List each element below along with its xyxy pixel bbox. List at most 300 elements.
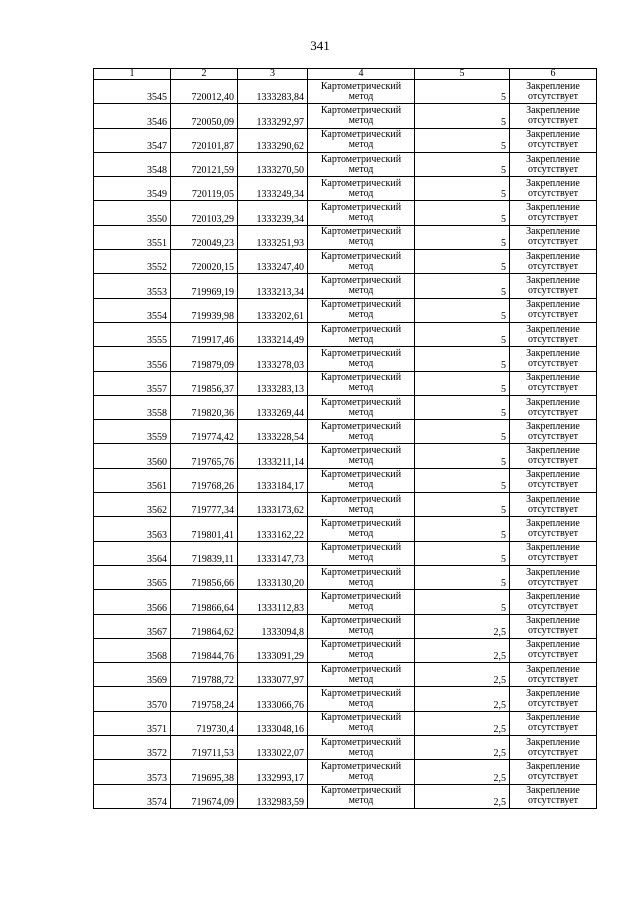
method-line-1: Картометрический — [320, 80, 402, 92]
method-line-2: метод — [348, 382, 374, 394]
note-line-2: отсутствует — [527, 114, 579, 126]
coordinate-x: 719864,62 — [171, 614, 238, 638]
method-cell — [308, 736, 415, 760]
point-number: 3573 — [94, 760, 171, 784]
accuracy-cell: 2,5 — [415, 711, 510, 735]
note-line-2: отсутствует — [527, 163, 579, 175]
method-line-2: метод — [348, 479, 374, 491]
note-cell — [510, 128, 597, 152]
method-line-2: метод — [348, 673, 374, 685]
method-line-1: Картометрический — [320, 129, 402, 141]
table-row — [94, 468, 597, 492]
point-number: 3554 — [94, 298, 171, 322]
note-cell — [510, 104, 597, 128]
note-line-2: отсутствует — [527, 503, 579, 515]
accuracy-cell: 5 — [415, 104, 510, 128]
point-number: 3560 — [94, 444, 171, 468]
method-line-1: Картометрический — [320, 517, 402, 529]
coordinate-x: 720101,87 — [171, 128, 238, 152]
column-header-3: 3 — [238, 69, 308, 80]
accuracy-cell: 2,5 — [415, 736, 510, 760]
table-row — [94, 80, 597, 104]
note-cell — [510, 517, 597, 541]
accuracy-cell: 5 — [415, 128, 510, 152]
note-line-1: Закрепление — [526, 202, 580, 214]
method-cell — [308, 177, 415, 201]
method-line-1: Картометрический — [320, 202, 402, 214]
method-line-2: метод — [348, 722, 374, 734]
accuracy-cell: 5 — [415, 468, 510, 492]
note-line-1: Закрепление — [526, 396, 580, 408]
note-line-2: отсутствует — [527, 673, 579, 685]
coordinate-x: 719758,24 — [171, 687, 238, 711]
method-line-1: Картометрический — [320, 615, 402, 627]
accuracy-cell: 2,5 — [415, 687, 510, 711]
note-line-1: Закрепление — [526, 372, 580, 384]
coordinate-y: 1333239,34 — [238, 201, 308, 225]
note-line-2: отсутствует — [527, 236, 579, 248]
method-line-2: метод — [348, 187, 374, 199]
coordinate-y: 1333247,40 — [238, 250, 308, 274]
point-number: 3561 — [94, 468, 171, 492]
table-row — [94, 128, 597, 152]
note-cell — [510, 711, 597, 735]
table-row — [94, 638, 597, 662]
point-number: 3565 — [94, 565, 171, 589]
coordinate-y: 1333292,97 — [238, 104, 308, 128]
note-cell — [510, 541, 597, 565]
point-number: 3566 — [94, 590, 171, 614]
method-line-2: метод — [348, 746, 374, 758]
coordinate-y: 1333283,13 — [238, 371, 308, 395]
note-cell — [510, 687, 597, 711]
table-row — [94, 760, 597, 784]
accuracy-cell: 5 — [415, 590, 510, 614]
method-line-2: метод — [348, 285, 374, 297]
point-number: 3572 — [94, 736, 171, 760]
coordinate-y: 1333251,93 — [238, 225, 308, 249]
point-number: 3550 — [94, 201, 171, 225]
table-row — [94, 322, 597, 346]
coordinate-x: 719730,4 — [171, 711, 238, 735]
coordinate-y: 1333130,20 — [238, 565, 308, 589]
coordinate-x: 720049,23 — [171, 225, 238, 249]
method-line-1: Картометрический — [320, 493, 402, 505]
method-cell — [308, 565, 415, 589]
table-row — [94, 104, 597, 128]
accuracy-cell: 5 — [415, 274, 510, 298]
coordinate-y: 1333283,84 — [238, 80, 308, 104]
note-line-1: Закрепление — [526, 104, 580, 116]
note-line-2: отсутствует — [527, 600, 579, 612]
note-cell — [510, 590, 597, 614]
method-line-1: Картометрический — [320, 226, 402, 238]
table-row — [94, 614, 597, 638]
note-cell — [510, 225, 597, 249]
accuracy-cell: 2,5 — [415, 760, 510, 784]
method-line-1: Картометрический — [320, 566, 402, 578]
accuracy-cell: 5 — [415, 565, 510, 589]
coordinate-y: 1333269,44 — [238, 395, 308, 419]
coordinate-y: 1333077,97 — [238, 663, 308, 687]
table-row — [94, 201, 597, 225]
note-cell — [510, 638, 597, 662]
table-row — [94, 541, 597, 565]
method-line-1: Картометрический — [320, 639, 402, 651]
point-number: 3559 — [94, 420, 171, 444]
accuracy-cell: 5 — [415, 517, 510, 541]
note-line-2: отсутствует — [527, 795, 579, 807]
note-cell — [510, 444, 597, 468]
note-line-2: отсутствует — [527, 746, 579, 758]
note-line-1: Закрепление — [526, 760, 580, 772]
note-cell — [510, 371, 597, 395]
method-line-2: метод — [348, 770, 374, 782]
method-cell — [308, 128, 415, 152]
coordinate-y: 1333112,83 — [238, 590, 308, 614]
point-number: 3557 — [94, 371, 171, 395]
note-cell — [510, 274, 597, 298]
note-line-1: Закрепление — [526, 493, 580, 505]
coordinate-x: 719711,53 — [171, 736, 238, 760]
note-line-1: Закрепление — [526, 299, 580, 311]
note-line-2: отсутствует — [527, 212, 579, 224]
note-line-2: отсутствует — [527, 576, 579, 588]
note-line-1: Закрепление — [526, 226, 580, 238]
note-line-2: отсутствует — [527, 479, 579, 491]
note-line-1: Закрепление — [526, 445, 580, 457]
coordinate-x: 719801,41 — [171, 517, 238, 541]
coordinates-table — [93, 68, 597, 809]
note-line-1: Закрепление — [526, 639, 580, 651]
note-cell — [510, 420, 597, 444]
note-line-1: Закрепление — [526, 688, 580, 700]
point-number: 3553 — [94, 274, 171, 298]
coordinate-y: 1333184,17 — [238, 468, 308, 492]
table-row — [94, 420, 597, 444]
method-cell — [308, 274, 415, 298]
method-line-1: Картометрический — [320, 445, 402, 457]
table-row — [94, 177, 597, 201]
method-cell — [308, 541, 415, 565]
method-cell — [308, 80, 415, 104]
table-row — [94, 347, 597, 371]
coordinate-x: 719839,11 — [171, 541, 238, 565]
note-cell — [510, 201, 597, 225]
table-row — [94, 274, 597, 298]
method-line-1: Картометрический — [320, 372, 402, 384]
coordinate-x: 719774,42 — [171, 420, 238, 444]
method-line-2: метод — [348, 114, 374, 126]
method-cell — [308, 663, 415, 687]
accuracy-cell: 2,5 — [415, 638, 510, 662]
coordinate-x: 720121,59 — [171, 152, 238, 176]
coordinate-x: 719917,46 — [171, 322, 238, 346]
table-row — [94, 250, 597, 274]
note-cell — [510, 347, 597, 371]
coordinate-x: 719765,76 — [171, 444, 238, 468]
coordinate-x: 719856,66 — [171, 565, 238, 589]
note-line-2: отсутствует — [527, 260, 579, 272]
coordinate-y: 1333290,62 — [238, 128, 308, 152]
method-line-1: Картометрический — [320, 250, 402, 262]
accuracy-cell: 5 — [415, 395, 510, 419]
coordinate-x: 720103,29 — [171, 201, 238, 225]
method-line-1: Картометрический — [320, 420, 402, 432]
note-cell — [510, 177, 597, 201]
method-line-2: метод — [348, 430, 374, 442]
accuracy-cell: 5 — [415, 493, 510, 517]
coordinate-x: 719777,34 — [171, 493, 238, 517]
note-cell — [510, 395, 597, 419]
method-line-2: метод — [348, 455, 374, 467]
accuracy-cell: 5 — [415, 201, 510, 225]
coordinate-x: 720050,09 — [171, 104, 238, 128]
coordinate-x: 719866,64 — [171, 590, 238, 614]
method-line-1: Картометрический — [320, 590, 402, 602]
accuracy-cell: 5 — [415, 347, 510, 371]
table-row — [94, 395, 597, 419]
note-line-1: Закрепление — [526, 566, 580, 578]
note-cell — [510, 736, 597, 760]
note-line-1: Закрепление — [526, 177, 580, 189]
table-row — [94, 444, 597, 468]
method-line-1: Картометрический — [320, 712, 402, 724]
note-line-1: Закрепление — [526, 712, 580, 724]
method-line-2: метод — [348, 236, 374, 248]
method-line-2: метод — [348, 795, 374, 807]
coordinate-x: 719844,76 — [171, 638, 238, 662]
method-line-2: метод — [348, 600, 374, 612]
table-row — [94, 687, 597, 711]
note-line-1: Закрепление — [526, 420, 580, 432]
point-number: 3571 — [94, 711, 171, 735]
point-number: 3546 — [94, 104, 171, 128]
method-line-1: Картометрический — [320, 347, 402, 359]
coordinate-y: 1333278,03 — [238, 347, 308, 371]
method-cell — [308, 638, 415, 662]
method-line-1: Картометрический — [320, 153, 402, 165]
note-line-2: отсутствует — [527, 309, 579, 321]
point-number: 3549 — [94, 177, 171, 201]
table-row — [94, 493, 597, 517]
note-line-1: Закрепление — [526, 250, 580, 262]
note-line-1: Закрепление — [526, 469, 580, 481]
method-cell — [308, 517, 415, 541]
table-row — [94, 298, 597, 322]
method-line-1: Картометрический — [320, 760, 402, 772]
method-line-2: метод — [348, 309, 374, 321]
note-line-1: Закрепление — [526, 323, 580, 335]
coordinate-y: 1332993,17 — [238, 760, 308, 784]
note-line-1: Закрепление — [526, 785, 580, 797]
accuracy-cell: 5 — [415, 250, 510, 274]
method-cell — [308, 614, 415, 638]
accuracy-cell: 5 — [415, 298, 510, 322]
accuracy-cell: 5 — [415, 152, 510, 176]
method-line-2: метод — [348, 527, 374, 539]
method-line-1: Картометрический — [320, 688, 402, 700]
note-line-2: отсутствует — [527, 625, 579, 637]
method-cell — [308, 784, 415, 808]
method-cell — [308, 493, 415, 517]
table-row — [94, 736, 597, 760]
note-cell — [510, 493, 597, 517]
note-cell — [510, 760, 597, 784]
method-line-2: метод — [348, 552, 374, 564]
method-line-1: Картометрический — [320, 542, 402, 554]
note-line-1: Закрепление — [526, 590, 580, 602]
accuracy-cell: 2,5 — [415, 663, 510, 687]
point-number: 3568 — [94, 638, 171, 662]
point-number: 3555 — [94, 322, 171, 346]
note-line-2: отсутствует — [527, 285, 579, 297]
note-line-2: отсутствует — [527, 722, 579, 734]
method-cell — [308, 590, 415, 614]
coordinate-y: 1333066,76 — [238, 687, 308, 711]
coordinate-y: 1332983,59 — [238, 784, 308, 808]
method-line-2: метод — [348, 649, 374, 661]
column-header-2: 2 — [171, 69, 238, 80]
point-number: 3563 — [94, 517, 171, 541]
coordinate-y: 1333202,61 — [238, 298, 308, 322]
note-line-2: отсутствует — [527, 187, 579, 199]
point-number: 3564 — [94, 541, 171, 565]
coordinate-y: 1333228,54 — [238, 420, 308, 444]
column-header-5: 5 — [415, 69, 510, 80]
note-line-2: отсутствует — [527, 333, 579, 345]
method-line-2: метод — [348, 212, 374, 224]
table-row — [94, 590, 597, 614]
method-cell — [308, 347, 415, 371]
coordinate-y: 1333162,22 — [238, 517, 308, 541]
note-line-2: отсутствует — [527, 527, 579, 539]
table-row — [94, 663, 597, 687]
point-number: 3551 — [94, 225, 171, 249]
coordinate-x: 719939,98 — [171, 298, 238, 322]
point-number: 3558 — [94, 395, 171, 419]
coordinate-x: 719674,09 — [171, 784, 238, 808]
method-line-2: метод — [348, 576, 374, 588]
method-line-2: метод — [348, 406, 374, 418]
note-line-1: Закрепление — [526, 275, 580, 287]
coordinate-x: 719820,36 — [171, 395, 238, 419]
method-line-1: Картометрический — [320, 785, 402, 797]
note-cell — [510, 663, 597, 687]
point-number: 3562 — [94, 493, 171, 517]
coordinate-y: 1333214,49 — [238, 322, 308, 346]
point-number: 3556 — [94, 347, 171, 371]
coordinate-x: 719879,09 — [171, 347, 238, 371]
note-line-2: отсутствует — [527, 382, 579, 394]
table-body — [94, 80, 597, 809]
method-line-1: Картометрический — [320, 275, 402, 287]
note-line-1: Закрепление — [526, 542, 580, 554]
accuracy-cell: 5 — [415, 541, 510, 565]
coordinate-y: 1333270,50 — [238, 152, 308, 176]
method-line-2: метод — [348, 163, 374, 175]
method-cell — [308, 760, 415, 784]
table-row — [94, 517, 597, 541]
note-cell — [510, 784, 597, 808]
coordinate-y: 1333147,73 — [238, 541, 308, 565]
method-line-1: Картометрический — [320, 663, 402, 675]
note-cell — [510, 152, 597, 176]
note-line-2: отсутствует — [527, 770, 579, 782]
method-line-2: метод — [348, 90, 374, 102]
method-cell — [308, 225, 415, 249]
note-cell — [510, 614, 597, 638]
note-line-2: отсутствует — [527, 649, 579, 661]
point-number: 3547 — [94, 128, 171, 152]
point-number: 3552 — [94, 250, 171, 274]
note-cell — [510, 468, 597, 492]
accuracy-cell: 5 — [415, 444, 510, 468]
note-line-1: Закрепление — [526, 153, 580, 165]
accuracy-cell: 2,5 — [415, 784, 510, 808]
table-header — [94, 69, 597, 80]
method-line-2: метод — [348, 503, 374, 515]
coordinate-x: 720020,15 — [171, 250, 238, 274]
column-header-6: 6 — [510, 69, 597, 80]
table-row — [94, 371, 597, 395]
coordinate-x: 719788,72 — [171, 663, 238, 687]
coordinate-y: 1333094,8 — [238, 614, 308, 638]
method-cell — [308, 371, 415, 395]
note-line-2: отсутствует — [527, 455, 579, 467]
note-cell — [510, 298, 597, 322]
note-line-2: отсутствует — [527, 698, 579, 710]
coordinate-y: 1333048,16 — [238, 711, 308, 735]
note-line-2: отсутствует — [527, 357, 579, 369]
note-line-2: отсутствует — [527, 430, 579, 442]
note-cell — [510, 322, 597, 346]
method-cell — [308, 322, 415, 346]
table-row — [94, 225, 597, 249]
point-number: 3570 — [94, 687, 171, 711]
method-cell — [308, 468, 415, 492]
column-header-4: 4 — [308, 69, 415, 80]
method-line-1: Картометрический — [320, 396, 402, 408]
coordinate-y: 1333022,07 — [238, 736, 308, 760]
note-line-1: Закрепление — [526, 663, 580, 675]
note-line-1: Закрепление — [526, 80, 580, 92]
point-number: 3574 — [94, 784, 171, 808]
method-line-1: Картометрический — [320, 469, 402, 481]
note-cell — [510, 565, 597, 589]
method-line-1: Картометрический — [320, 104, 402, 116]
coordinate-x: 719695,38 — [171, 760, 238, 784]
accuracy-cell: 2,5 — [415, 614, 510, 638]
table-row — [94, 152, 597, 176]
note-line-1: Закрепление — [526, 517, 580, 529]
coordinate-x: 719768,26 — [171, 468, 238, 492]
accuracy-cell: 5 — [415, 420, 510, 444]
coordinate-x: 719856,37 — [171, 371, 238, 395]
page-number: 341 — [310, 38, 330, 53]
method-cell — [308, 395, 415, 419]
method-line-2: метод — [348, 357, 374, 369]
point-number: 3545 — [94, 80, 171, 104]
table-row — [94, 711, 597, 735]
note-line-2: отсутствует — [527, 406, 579, 418]
method-cell — [308, 687, 415, 711]
accuracy-cell: 5 — [415, 80, 510, 104]
note-line-2: отсутствует — [527, 139, 579, 151]
point-number: 3569 — [94, 663, 171, 687]
method-line-1: Картометрический — [320, 177, 402, 189]
method-line-1: Картометрический — [320, 323, 402, 335]
